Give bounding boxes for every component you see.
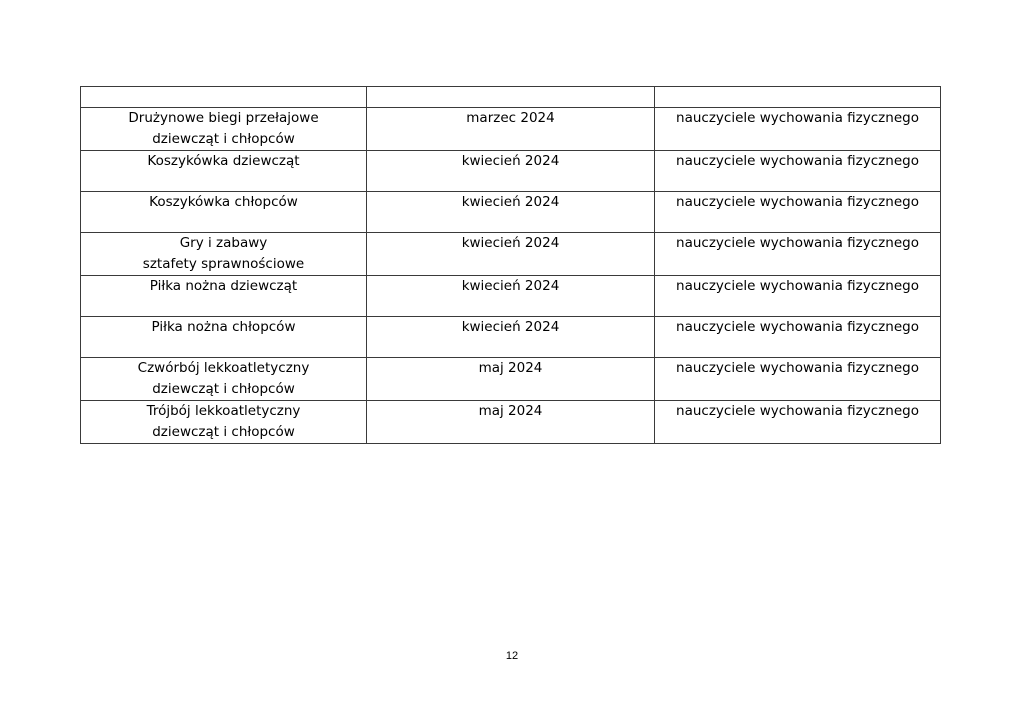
date-cell <box>367 401 655 444</box>
date-cell <box>367 192 655 233</box>
header-cell-responsible <box>655 87 941 108</box>
event-cell <box>81 401 367 444</box>
event-cell <box>81 317 367 358</box>
event-cell <box>81 192 367 233</box>
date-cell <box>367 317 655 358</box>
date-cell <box>367 108 655 151</box>
responsible-cell <box>655 401 941 444</box>
event-name-line: Czwórbój lekkoatletyczny <box>137 360 310 376</box>
event-cell <box>81 358 367 401</box>
table-row <box>81 358 941 401</box>
event-date: marzec 2024 <box>466 110 555 126</box>
table-row <box>81 151 941 192</box>
event-responsible: nauczyciele wychowania fizycznego <box>676 153 919 169</box>
responsible-cell <box>655 276 941 317</box>
event-date: kwiecień 2024 <box>461 235 560 251</box>
responsible-cell <box>655 192 941 233</box>
event-name-line: Piłka nożna chłopców <box>151 319 296 335</box>
date-cell <box>367 233 655 276</box>
event-name-line: Trójbój lekkoatletyczny <box>146 403 301 419</box>
responsible-cell <box>655 108 941 151</box>
event-date: kwiecień 2024 <box>461 319 560 335</box>
table-row <box>81 233 941 276</box>
event-responsible: nauczyciele wychowania fizycznego <box>676 278 919 294</box>
event-cell <box>81 151 367 192</box>
event-cell <box>81 233 367 276</box>
table-row <box>81 401 941 444</box>
event-name-line: Gry i zabawy <box>179 235 268 251</box>
event-date: kwiecień 2024 <box>461 194 560 210</box>
table-header-row <box>81 87 941 108</box>
event-name-line: Koszykówka dziewcząt <box>147 153 300 169</box>
event-cell <box>81 276 367 317</box>
event-name-line: Drużynowe biegi przełajowe <box>128 110 319 126</box>
event-name-line: Piłka nożna dziewcząt <box>149 278 298 294</box>
event-responsible: nauczyciele wychowania fizycznego <box>676 235 919 251</box>
table-row <box>81 317 941 358</box>
event-responsible: nauczyciele wychowania fizycznego <box>676 110 919 126</box>
event-responsible: nauczyciele wychowania fizycznego <box>676 403 919 419</box>
event-name-line: sztafety sprawnościowe <box>142 256 305 272</box>
event-responsible: nauczyciele wychowania fizycznego <box>676 194 919 210</box>
responsible-cell <box>655 233 941 276</box>
page-number: 12 <box>505 650 519 662</box>
event-date: maj 2024 <box>478 403 543 419</box>
event-name-line: dziewcząt i chłopców <box>152 381 295 397</box>
event-responsible: nauczyciele wychowania fizycznego <box>676 319 919 335</box>
event-name-line: Koszykówka chłopców <box>149 194 298 210</box>
date-cell <box>367 276 655 317</box>
header-cell-event <box>81 87 367 108</box>
event-cell <box>81 108 367 151</box>
table-row <box>81 192 941 233</box>
date-cell <box>367 358 655 401</box>
responsible-cell <box>655 358 941 401</box>
responsible-cell <box>655 317 941 358</box>
event-date: kwiecień 2024 <box>461 278 560 294</box>
responsible-cell <box>655 151 941 192</box>
event-name-line: dziewcząt i chłopców <box>152 131 295 147</box>
table-row <box>81 276 941 317</box>
event-date: kwiecień 2024 <box>461 153 560 169</box>
date-cell <box>367 151 655 192</box>
sports-schedule-table <box>80 86 941 444</box>
event-responsible: nauczyciele wychowania fizycznego <box>676 360 919 376</box>
event-date: maj 2024 <box>478 360 543 376</box>
header-cell-date <box>367 87 655 108</box>
table-row <box>81 108 941 151</box>
event-name-line: dziewcząt i chłopców <box>152 424 295 440</box>
